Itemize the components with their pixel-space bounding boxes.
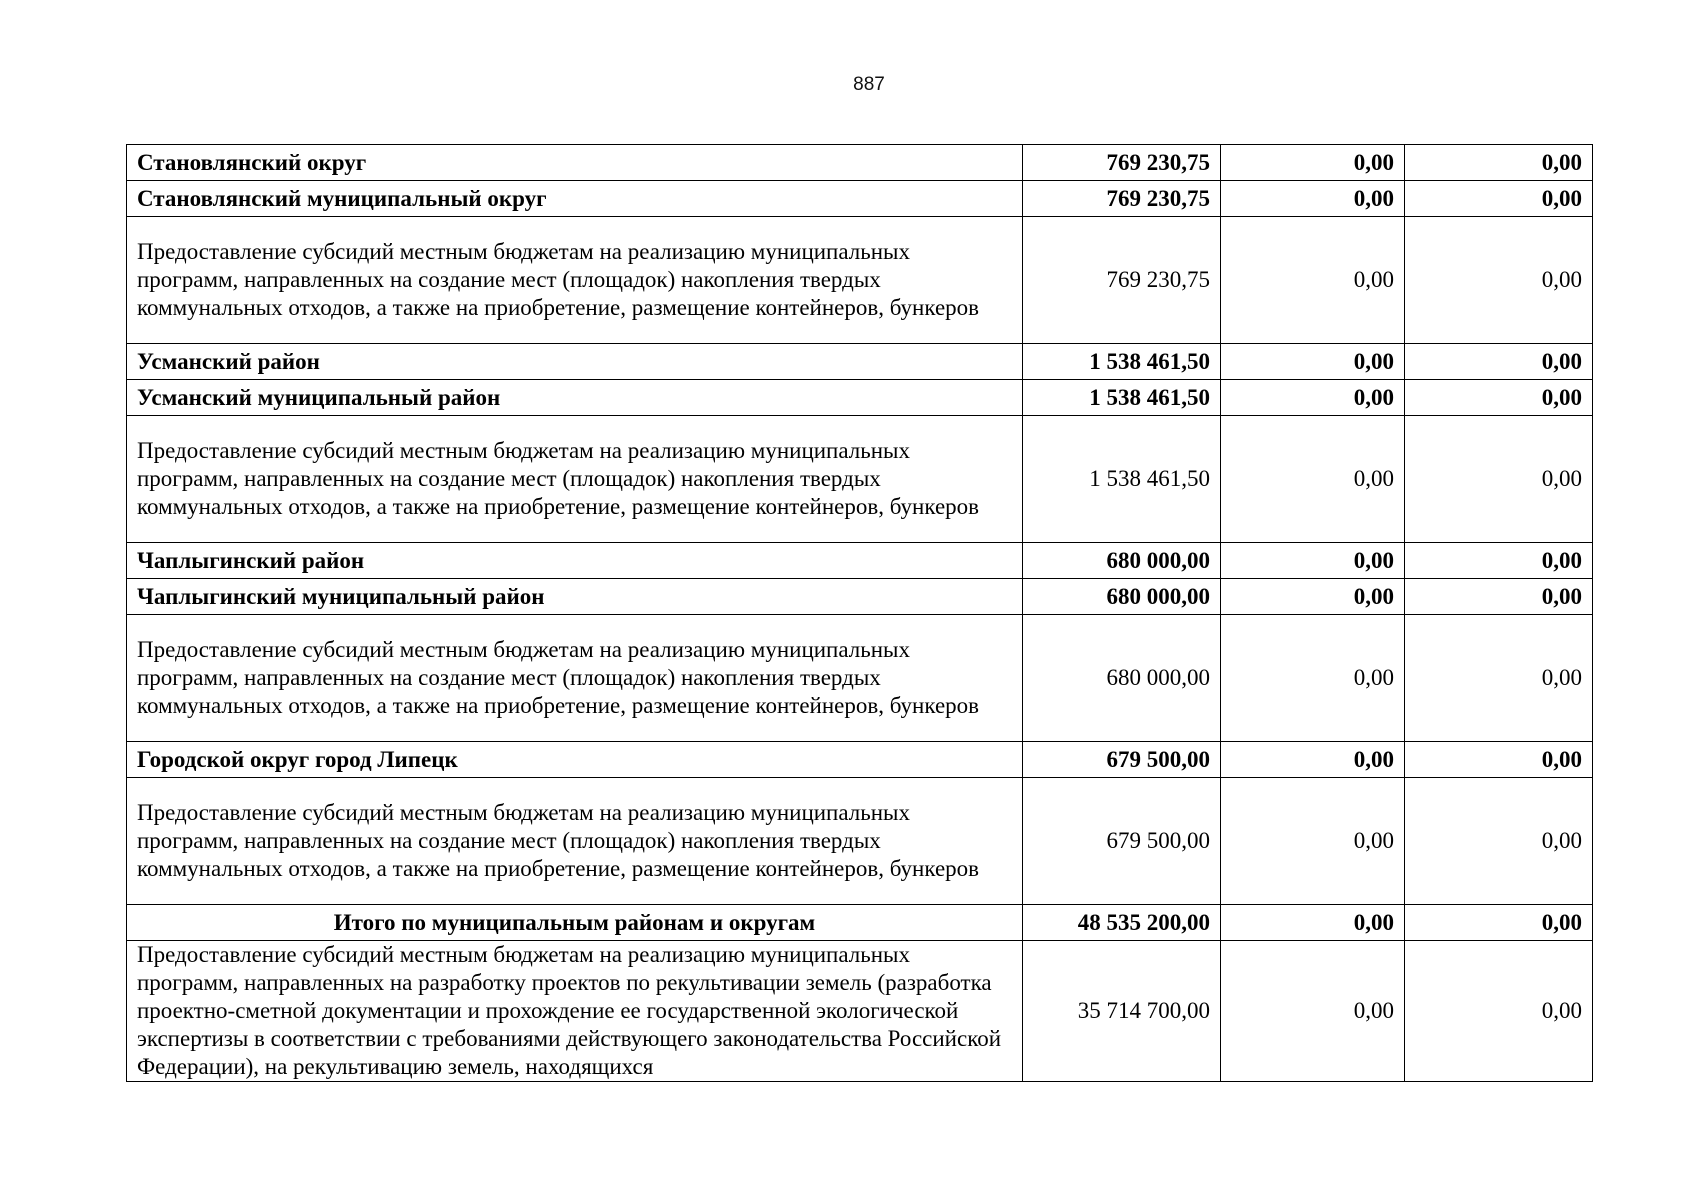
amount-cell-3: 0,00 xyxy=(1405,344,1593,380)
row-name: Предоставление субсидий местным бюджетам на реализацию муниципальных программ, направленных на создание мест (площадок) накопления твердых коммунальных отходов, а также на приобретение, размещение контейнеров, бункеров xyxy=(137,239,980,320)
amount-cell-2: 0,00 xyxy=(1221,543,1405,579)
amount-cell-1: 679 500,00 xyxy=(1023,742,1221,778)
table-body xyxy=(127,145,1593,1082)
row-name-cell xyxy=(127,742,1023,778)
table-row xyxy=(127,615,1593,742)
row-name-cell xyxy=(127,380,1023,416)
amount-cell-3: 0,00 xyxy=(1405,380,1593,416)
row-name: Предоставление субсидий местным бюджетам на реализацию муниципальных программ, направленных на разработку проектов по рекультивации земель (разработка проектно-сметной документации и прохождение ее государственной экологической экспертизы в соответствии с требованиями действующего законодательства Российской Федерации), на рекультивацию земель, находящихся xyxy=(137,942,1002,1079)
amount-cell-3: 0,00 xyxy=(1405,615,1593,742)
amount-cell-1: 769 230,75 xyxy=(1023,145,1221,181)
table-row xyxy=(127,344,1593,380)
amount-cell-2: 0,00 xyxy=(1221,145,1405,181)
row-name-cell xyxy=(127,905,1023,941)
row-name-cell xyxy=(127,543,1023,579)
amount-cell-1: 680 000,00 xyxy=(1023,615,1221,742)
amount-cell-3: 0,00 xyxy=(1405,778,1593,905)
row-name: Предоставление субсидий местным бюджетам на реализацию муниципальных программ, направленных на создание мест (площадок) накопления твердых коммунальных отходов, а также на приобретение, размещение контейнеров, бункеров xyxy=(137,800,980,881)
amount-cell-3: 0,00 xyxy=(1405,742,1593,778)
row-name: Усманский район xyxy=(137,348,320,374)
table-row xyxy=(127,778,1593,905)
row-name: Чаплыгинский район xyxy=(137,547,365,573)
row-name: Усманский муниципальный район xyxy=(137,384,501,410)
table-row xyxy=(127,217,1593,344)
amount-cell-1: 769 230,75 xyxy=(1023,217,1221,344)
amount-cell-2: 0,00 xyxy=(1221,905,1405,941)
amount-cell-1: 679 500,00 xyxy=(1023,778,1221,905)
table-row xyxy=(127,416,1593,543)
table-row xyxy=(127,181,1593,217)
row-name-cell xyxy=(127,181,1023,217)
row-name-cell xyxy=(127,615,1023,742)
row-name: Городской округ город Липецк xyxy=(137,746,458,772)
amount-cell-3: 0,00 xyxy=(1405,905,1593,941)
amount-cell-1: 680 000,00 xyxy=(1023,579,1221,615)
amount-cell-3: 0,00 xyxy=(1405,145,1593,181)
amount-cell-2: 0,00 xyxy=(1221,615,1405,742)
table-row xyxy=(127,145,1593,181)
amount-cell-2: 0,00 xyxy=(1221,742,1405,778)
amount-cell-1: 680 000,00 xyxy=(1023,543,1221,579)
amount-cell-1: 48 535 200,00 xyxy=(1023,905,1221,941)
row-name: Предоставление субсидий местным бюджетам на реализацию муниципальных программ, направленных на создание мест (площадок) накопления твердых коммунальных отходов, а также на приобретение, размещение контейнеров, бункеров xyxy=(137,438,980,519)
amount-cell-3: 0,00 xyxy=(1405,579,1593,615)
amount-cell-3: 0,00 xyxy=(1405,941,1593,1082)
row-name-cell xyxy=(127,778,1023,905)
amount-cell-3: 0,00 xyxy=(1405,217,1593,344)
page-number: 887 xyxy=(853,74,885,95)
amount-cell-2: 0,00 xyxy=(1221,181,1405,217)
row-name: Предоставление субсидий местным бюджетам на реализацию муниципальных программ, направленных на создание мест (площадок) накопления твердых коммунальных отходов, а также на приобретение, размещение контейнеров, бункеров xyxy=(137,637,980,718)
amount-cell-1: 769 230,75 xyxy=(1023,181,1221,217)
table-row xyxy=(127,579,1593,615)
row-name-cell xyxy=(127,145,1023,181)
row-name: Итого по муниципальным районам и округам xyxy=(333,909,816,935)
row-name-cell xyxy=(127,416,1023,543)
amount-cell-2: 0,00 xyxy=(1221,941,1405,1082)
row-name: Чаплыгинский муниципальный район xyxy=(137,583,545,609)
amount-cell-1: 1 538 461,50 xyxy=(1023,380,1221,416)
table-row xyxy=(127,905,1593,941)
amount-cell-2: 0,00 xyxy=(1221,416,1405,543)
amount-cell-2: 0,00 xyxy=(1221,579,1405,615)
row-name-cell xyxy=(127,941,1023,1082)
amount-cell-2: 0,00 xyxy=(1221,217,1405,344)
table-row xyxy=(127,941,1593,1082)
amount-cell-3: 0,00 xyxy=(1405,543,1593,579)
row-name-cell xyxy=(127,217,1023,344)
budget-table xyxy=(126,144,1593,1082)
amount-cell-1: 1 538 461,50 xyxy=(1023,416,1221,543)
row-name: Становлянский муниципальный округ xyxy=(137,185,547,211)
table-row xyxy=(127,543,1593,579)
amount-cell-1: 35 714 700,00 xyxy=(1023,941,1221,1082)
table-row xyxy=(127,742,1593,778)
amount-cell-3: 0,00 xyxy=(1405,181,1593,217)
amount-cell-2: 0,00 xyxy=(1221,380,1405,416)
amount-cell-2: 0,00 xyxy=(1221,344,1405,380)
amount-cell-2: 0,00 xyxy=(1221,778,1405,905)
row-name-cell xyxy=(127,579,1023,615)
row-name-cell xyxy=(127,344,1023,380)
amount-cell-3: 0,00 xyxy=(1405,416,1593,543)
row-name: Становлянский округ xyxy=(137,149,367,175)
amount-cell-1: 1 538 461,50 xyxy=(1023,344,1221,380)
table-row xyxy=(127,380,1593,416)
